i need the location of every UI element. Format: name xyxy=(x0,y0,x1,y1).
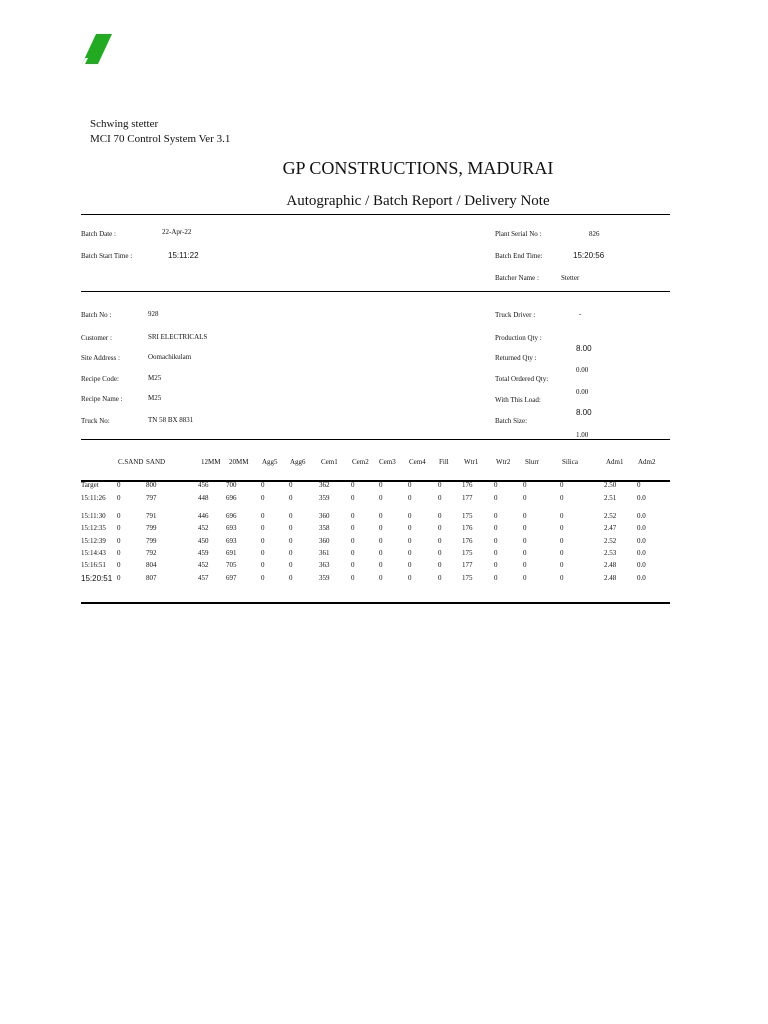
row-time-cell: 15:12:39 xyxy=(81,537,106,545)
table-cell: 2.53 xyxy=(604,549,617,557)
table-cell: 0 xyxy=(523,561,527,569)
table-cell: 0.0 xyxy=(637,524,646,532)
truck-no-label: Truck No: xyxy=(81,417,110,425)
batch-date-label: Batch Date : xyxy=(81,230,116,238)
plant-serial-label: Plant Serial No : xyxy=(495,230,542,238)
production-qty-label: Production Qty : xyxy=(495,334,542,342)
table-bottom-rule xyxy=(81,602,670,604)
batch-start-value: 15:11:22 xyxy=(168,251,199,260)
table-cell: 0.0 xyxy=(637,537,646,545)
batch-end-value: 15:20:56 xyxy=(573,251,605,260)
batch-date-value: 22-Apr-22 xyxy=(162,228,192,236)
table-cell: 0 xyxy=(379,494,383,502)
table-cell: 0 xyxy=(351,549,355,557)
table-cell: 359 xyxy=(319,494,330,502)
table-cell: 0 xyxy=(560,574,564,582)
table-cell: 0 xyxy=(117,481,121,489)
table-cell: 0 xyxy=(408,524,412,532)
column-header: Slurr xyxy=(525,458,539,466)
row-time-cell: 15:11:30 xyxy=(81,512,106,520)
column-header: Wtr2 xyxy=(496,458,511,466)
table-cell: 0 xyxy=(438,561,442,569)
table-cell: 452 xyxy=(198,524,209,532)
table-cell: 0 xyxy=(351,537,355,545)
table-cell: 0 xyxy=(379,537,383,545)
table-cell: 0 xyxy=(560,512,564,520)
table-cell: 0 xyxy=(379,481,383,489)
table-cell: 807 xyxy=(146,574,157,582)
table-cell: 0.0 xyxy=(637,574,646,582)
total-ordered-value: 0.00 xyxy=(576,388,589,396)
control-system-version: MCI 70 Control System Ver 3.1 xyxy=(90,133,231,145)
table-cell: 0 xyxy=(289,481,293,489)
table-cell: 0 xyxy=(560,494,564,502)
table-cell: 0 xyxy=(117,512,121,520)
table-cell: 0 xyxy=(261,574,265,582)
batch-start-label: Batch Start Time : xyxy=(81,252,133,260)
table-cell: 177 xyxy=(462,561,473,569)
table-cell: 0 xyxy=(379,524,383,532)
returned-qty-label: Returned Qty : xyxy=(495,354,537,362)
table-cell: 0 xyxy=(494,537,498,545)
table-cell: 0 xyxy=(117,494,121,502)
table-cell: 792 xyxy=(146,549,157,557)
table-cell: 0 xyxy=(523,524,527,532)
column-header: Adm2 xyxy=(638,458,656,466)
table-cell: 0 xyxy=(408,561,412,569)
table-cell: 2.52 xyxy=(604,537,617,545)
row-time-cell: 15:20:51 xyxy=(81,574,113,583)
row-time-cell: 15:12:35 xyxy=(81,524,106,532)
table-cell: 0 xyxy=(379,512,383,520)
table-cell: 446 xyxy=(198,512,209,520)
table-cell: 359 xyxy=(319,574,330,582)
returned-qty-value: 0.00 xyxy=(576,366,589,374)
table-cell: 0 xyxy=(560,561,564,569)
table-cell: 0 xyxy=(408,494,412,502)
table-cell: 0 xyxy=(117,537,121,545)
row-time-cell: Target xyxy=(81,481,99,489)
report-subtitle: Autographic / Batch Report / Delivery Note xyxy=(286,193,550,209)
table-cell: 696 xyxy=(226,512,237,520)
site-address-label: Site Address : xyxy=(81,354,120,362)
table-cell: 0 xyxy=(117,524,121,532)
table-cell: 0 xyxy=(289,524,293,532)
table-cell: 0 xyxy=(560,524,564,532)
site-address-value: Oomachikulam xyxy=(148,353,192,361)
table-cell: 0 xyxy=(379,574,383,582)
column-header: Adm1 xyxy=(606,458,624,466)
column-header: Cem3 xyxy=(379,458,396,466)
batcher-name-label: Batcher Name : xyxy=(495,274,539,282)
table-cell: 459 xyxy=(198,549,209,557)
table-cell: 0 xyxy=(523,537,527,545)
table-cell: 791 xyxy=(146,512,157,520)
table-cell: 797 xyxy=(146,494,157,502)
column-header: 20MM xyxy=(229,458,249,466)
table-cell: 0 xyxy=(289,549,293,557)
table-cell: 0 xyxy=(289,561,293,569)
table-cell: 175 xyxy=(462,512,473,520)
total-ordered-label: Total Ordered Qty: xyxy=(495,375,549,383)
table-cell: 0 xyxy=(438,549,442,557)
batch-size-label: Batch Size: xyxy=(495,417,528,425)
table-cell: 700 xyxy=(226,481,237,489)
column-header: C.SAND xyxy=(118,458,144,466)
batch-no-label: Batch No : xyxy=(81,311,112,319)
column-header: Agg6 xyxy=(290,458,306,466)
table-cell: 0 xyxy=(351,524,355,532)
table-cell: 2.50 xyxy=(604,481,617,489)
table-cell: 0 xyxy=(494,549,498,557)
table-cell: 0 xyxy=(408,549,412,557)
table-cell: 0 xyxy=(494,574,498,582)
table-cell: 0 xyxy=(379,549,383,557)
production-qty-value: 8.00 xyxy=(576,344,592,353)
table-cell: 799 xyxy=(146,524,157,532)
table-cell: 2.51 xyxy=(604,494,617,502)
table-cell: 456 xyxy=(198,481,209,489)
table-cell: 0 xyxy=(560,481,564,489)
table-cell: 0.0 xyxy=(637,494,646,502)
table-cell: 0 xyxy=(117,549,121,557)
table-cell: 0 xyxy=(523,549,527,557)
table-cell: 0 xyxy=(408,574,412,582)
table-cell: 363 xyxy=(319,561,330,569)
truck-driver-label: Truck Driver : xyxy=(495,311,536,319)
table-cell: 0 xyxy=(289,494,293,502)
table-cell: 358 xyxy=(319,524,330,532)
table-cell: 0 xyxy=(438,481,442,489)
table-cell: 0 xyxy=(560,549,564,557)
table-cell: 0 xyxy=(408,537,412,545)
table-cell: 0 xyxy=(560,537,564,545)
table-cell: 361 xyxy=(319,549,330,557)
divider xyxy=(81,291,670,292)
table-cell: 0 xyxy=(117,574,121,582)
table-cell: 800 xyxy=(146,481,157,489)
table-cell: 0 xyxy=(494,524,498,532)
table-cell: 0 xyxy=(637,481,641,489)
table-cell: 0 xyxy=(261,537,265,545)
page-title: GP CONSTRUCTIONS, MADURAI xyxy=(282,158,554,178)
recipe-name-value: M25 xyxy=(148,394,162,402)
table-cell: 0 xyxy=(379,561,383,569)
table-cell: 0 xyxy=(261,561,265,569)
column-header: 12MM xyxy=(201,458,221,466)
table-cell: 177 xyxy=(462,494,473,502)
table-cell: 705 xyxy=(226,561,237,569)
column-header: Agg5 xyxy=(262,458,278,466)
column-header: SAND xyxy=(146,458,166,466)
table-cell: 450 xyxy=(198,537,209,545)
customer-value: SRI ELECTRICALS xyxy=(148,333,208,341)
table-cell: 0 xyxy=(438,512,442,520)
table-cell: 0 xyxy=(408,481,412,489)
customer-label: Customer : xyxy=(81,334,112,342)
table-cell: 0 xyxy=(494,481,498,489)
table-cell: 0 xyxy=(438,574,442,582)
table-cell: 457 xyxy=(198,574,209,582)
batch-no-value: 928 xyxy=(148,310,159,318)
table-cell: 0.0 xyxy=(637,512,646,520)
table-cell: 0.0 xyxy=(637,549,646,557)
table-cell: 0 xyxy=(523,481,527,489)
table-cell: 0 xyxy=(523,512,527,520)
table-cell: 2.47 xyxy=(604,524,617,532)
table-cell: 0 xyxy=(351,494,355,502)
recipe-code-value: M25 xyxy=(148,374,162,382)
batcher-name-value: Stetter xyxy=(561,274,580,282)
table-cell: 0 xyxy=(261,494,265,502)
table-cell: 0 xyxy=(261,524,265,532)
table-cell: 360 xyxy=(319,512,330,520)
table-cell: 0 xyxy=(351,481,355,489)
recipe-code-label: Recipe Code: xyxy=(81,375,119,383)
table-cell: 804 xyxy=(146,561,157,569)
table-cell: 452 xyxy=(198,561,209,569)
table-cell: 0 xyxy=(494,494,498,502)
table-cell: 0 xyxy=(438,524,442,532)
table-cell: 696 xyxy=(226,494,237,502)
table-cell: 0 xyxy=(261,512,265,520)
company-logo xyxy=(82,34,112,64)
table-header-rule xyxy=(81,480,670,482)
table-cell: 0 xyxy=(494,512,498,520)
divider xyxy=(81,439,670,440)
table-cell: 691 xyxy=(226,549,237,557)
table-cell: 0 xyxy=(351,512,355,520)
table-cell: 0 xyxy=(117,561,121,569)
table-cell: 0 xyxy=(438,494,442,502)
column-header: Cem2 xyxy=(352,458,369,466)
table-cell: 0 xyxy=(261,549,265,557)
table-cell: 176 xyxy=(462,481,473,489)
table-cell: 360 xyxy=(319,537,330,545)
row-time-cell: 15:16:51 xyxy=(81,561,106,569)
table-cell: 2.48 xyxy=(604,561,617,569)
table-cell: 0 xyxy=(351,561,355,569)
table-cell: 176 xyxy=(462,524,473,532)
table-cell: 0 xyxy=(438,537,442,545)
table-cell: 0 xyxy=(408,512,412,520)
table-cell: 0 xyxy=(523,574,527,582)
plant-serial-value: 826 xyxy=(589,230,600,238)
truck-no-value: TN 58 BX 8831 xyxy=(148,416,194,424)
column-header: Cem4 xyxy=(409,458,426,466)
batch-end-label: Batch End Time: xyxy=(495,252,543,260)
row-time-cell: 15:14:43 xyxy=(81,549,106,557)
table-cell: 176 xyxy=(462,537,473,545)
divider xyxy=(81,214,670,215)
batch-size-value: 1.00 xyxy=(576,431,589,439)
column-header: Wtr1 xyxy=(464,458,479,466)
table-cell: 2.52 xyxy=(604,512,617,520)
table-cell: 362 xyxy=(319,481,330,489)
table-cell: 175 xyxy=(462,549,473,557)
recipe-name-label: Recipe Name : xyxy=(81,395,123,403)
column-header: Fill xyxy=(439,458,449,466)
with-this-load-label: With This Load: xyxy=(495,396,541,404)
table-cell: 0 xyxy=(494,561,498,569)
column-header: Cem1 xyxy=(321,458,338,466)
column-header: Silica xyxy=(562,458,578,466)
table-cell: 697 xyxy=(226,574,237,582)
table-cell: 0 xyxy=(289,574,293,582)
table-cell: 2.48 xyxy=(604,574,617,582)
with-this-load-value: 8.00 xyxy=(576,408,592,417)
table-cell: 0.0 xyxy=(637,561,646,569)
table-cell: 0 xyxy=(351,574,355,582)
vendor-name: Schwing stetter xyxy=(90,118,159,130)
row-time-cell: 15:11:26 xyxy=(81,494,106,502)
truck-driver-value: - xyxy=(579,310,582,318)
table-cell: 0 xyxy=(289,512,293,520)
table-cell: 175 xyxy=(462,574,473,582)
table-cell: 0 xyxy=(289,537,293,545)
table-cell: 448 xyxy=(198,494,209,502)
table-cell: 799 xyxy=(146,537,157,545)
table-cell: 693 xyxy=(226,537,237,545)
table-cell: 0 xyxy=(261,481,265,489)
table-cell: 693 xyxy=(226,524,237,532)
table-cell: 0 xyxy=(523,494,527,502)
